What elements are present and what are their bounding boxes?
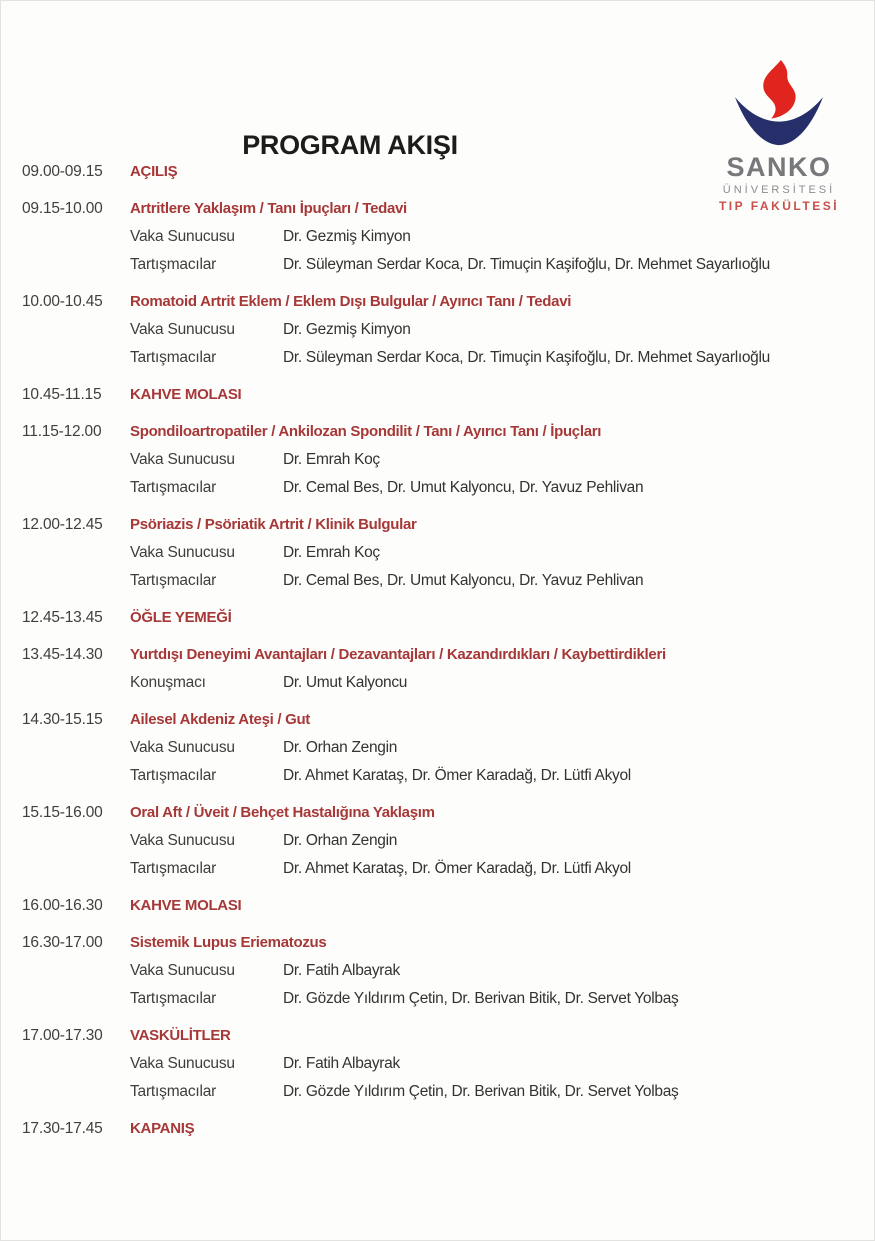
session-time: 15.15-16.00 (22, 804, 103, 821)
time-spacer (22, 734, 130, 761)
session-title: Psöriazis / Psöriatik Artrit / Klinik Bulgular (130, 516, 417, 533)
session-detail-row (0, 474, 875, 501)
schedule-session-item (0, 929, 875, 1012)
session-detail-row (0, 734, 875, 761)
session-time: 14.30-15.15 (22, 711, 103, 728)
schedule-break-item (0, 158, 875, 185)
speaker-names: Dr. Orhan Zengin (283, 739, 398, 756)
session-head-row (0, 1022, 875, 1049)
role-label: Tartışmacılar (130, 1083, 217, 1100)
session-head-row (0, 511, 875, 538)
break-title: KAHVE MOLASI (130, 386, 242, 403)
session-detail-row (0, 539, 875, 566)
session-time: 16.00-16.30 (22, 897, 103, 914)
session-detail-row (0, 316, 875, 343)
session-time: 11.15-12.00 (22, 423, 102, 440)
role-label: Tartışmacılar (130, 479, 217, 496)
speaker-names: Dr. Gözde Yıldırım Çetin, Dr. Berivan Bitik, Dr. Servet Yolbaş (283, 990, 679, 1007)
session-time: 17.30-17.45 (22, 1120, 103, 1137)
speaker-names: Dr. Umut Kalyoncu (283, 674, 408, 691)
session-title: Romatoid Artrit Eklem / Eklem Dışı Bulgular / Ayırıcı Tanı / Tedavi (130, 293, 572, 310)
schedule-break-item (0, 892, 875, 919)
session-detail-row (0, 223, 875, 250)
time-spacer (22, 223, 130, 250)
session-title: VASKÜLİTLER (130, 1027, 231, 1044)
role-label: Vaka Sunucusu (130, 832, 235, 849)
break-title: KAPANIŞ (130, 1120, 195, 1137)
session-detail-row (0, 957, 875, 984)
time-spacer (22, 855, 130, 882)
speaker-names: Dr. Fatih Albayrak (283, 1055, 400, 1072)
speaker-names: Dr. Fatih Albayrak (283, 962, 400, 979)
time-spacer (22, 344, 130, 371)
schedule-session-item (0, 511, 875, 594)
speaker-names: Dr. Orhan Zengin (283, 832, 398, 849)
schedule-session-item (0, 799, 875, 882)
time-spacer (22, 446, 130, 473)
speaker-names: Dr. Süleyman Serdar Koca, Dr. Timuçin Kaşifoğlu, Dr. Mehmet Sayarlıoğlu (283, 256, 770, 273)
role-label: Tartışmacılar (130, 572, 217, 589)
role-label: Tartışmacılar (130, 990, 217, 1007)
role-label: Tartışmacılar (130, 860, 217, 877)
break-title: AÇILIŞ (130, 163, 178, 180)
speaker-names: Dr. Gezmiş Kimyon (283, 321, 411, 338)
schedule-break-item (0, 604, 875, 631)
session-time: 10.00-10.45 (22, 293, 103, 310)
speaker-names: Dr. Emrah Koç (283, 451, 380, 468)
session-detail-row (0, 251, 875, 278)
speaker-names: Dr. Süleyman Serdar Koca, Dr. Timuçin Kaşifoğlu, Dr. Mehmet Sayarlıoğlu (283, 349, 770, 366)
time-spacer (22, 567, 130, 594)
session-time: 13.45-14.30 (22, 646, 103, 663)
session-time: 10.45-11.15 (22, 386, 102, 403)
time-spacer (22, 316, 130, 343)
role-label: Vaka Sunucusu (130, 962, 235, 979)
time-spacer (22, 251, 130, 278)
session-title: Oral Aft / Üveit / Behçet Hastalığına Yaklaşım (130, 804, 435, 821)
time-spacer (22, 669, 130, 696)
time-spacer (22, 1078, 130, 1105)
role-label: Konuşmacı (130, 674, 206, 691)
session-time: 09.00-09.15 (22, 163, 103, 180)
schedule-session-item (0, 418, 875, 501)
time-spacer (22, 827, 130, 854)
speaker-names: Dr. Ahmet Karataş, Dr. Ömer Karadağ, Dr. Lütfi Akyol (283, 767, 631, 784)
time-spacer (22, 762, 130, 789)
session-detail-row (0, 855, 875, 882)
session-head-row (0, 706, 875, 733)
session-head-row (0, 195, 875, 222)
session-detail-row (0, 446, 875, 473)
logo-faculty-label: TIP FAKÜLTESİ (718, 199, 840, 213)
session-head-row (0, 1115, 875, 1142)
session-head-row (0, 892, 875, 919)
session-title: Yurtdışı Deneyimi Avantajları / Dezavantajları / Kazandırdıkları / Kaybettirdikleri (130, 646, 666, 663)
session-head-row (0, 288, 875, 315)
schedule-session-item (0, 706, 875, 789)
schedule-session-item (0, 195, 875, 278)
speaker-names: Dr. Ahmet Karataş, Dr. Ömer Karadağ, Dr. Lütfi Akyol (283, 860, 631, 877)
session-head-row (0, 604, 875, 631)
session-detail-row (0, 985, 875, 1012)
time-spacer (22, 539, 130, 566)
time-spacer (22, 474, 130, 501)
session-time: 16.30-17.00 (22, 934, 103, 951)
session-time: 12.00-12.45 (22, 516, 103, 533)
session-title: Sistemik Lupus Eriematozus (130, 934, 327, 951)
session-head-row (0, 158, 875, 185)
session-detail-row (0, 344, 875, 371)
schedule-session-item (0, 288, 875, 371)
session-detail-row (0, 1050, 875, 1077)
schedule-break-item (0, 1115, 875, 1142)
session-detail-row (0, 827, 875, 854)
speaker-names: Dr. Cemal Bes, Dr. Umut Kalyoncu, Dr. Yavuz Pehlivan (283, 572, 644, 589)
role-label: Vaka Sunucusu (130, 321, 235, 338)
session-detail-row (0, 669, 875, 696)
break-title: KAHVE MOLASI (130, 897, 242, 914)
session-detail-row (0, 567, 875, 594)
page-title: PROGRAM AKIŞI (242, 130, 458, 160)
logo-wordmark: SANKO (726, 152, 832, 182)
sanko-flame-crescent-icon (729, 60, 829, 148)
role-label: Vaka Sunucusu (130, 1055, 235, 1072)
break-title: ÖĞLE YEMEĞİ (130, 609, 232, 626)
session-detail-row (0, 1078, 875, 1105)
role-label: Vaka Sunucusu (130, 228, 235, 245)
session-head-row (0, 929, 875, 956)
session-head-row (0, 381, 875, 408)
role-label: Tartışmacılar (130, 256, 217, 273)
session-head-row (0, 418, 875, 445)
session-head-row (0, 641, 875, 668)
schedule-session-item (0, 1022, 875, 1105)
schedule (0, 158, 875, 1152)
role-label: Vaka Sunucusu (130, 544, 235, 561)
role-label: Vaka Sunucusu (130, 739, 235, 756)
session-title: Spondiloartropatiler / Ankilozan Spondilit / Tanı / Ayırıcı Tanı / İpuçları (130, 423, 602, 440)
session-title: Ailesel Akdeniz Ateşi / Gut (130, 711, 311, 728)
logo-university-label: ÜNİVERSİTESİ (722, 184, 836, 196)
session-title: Artritlere Yaklaşım / Tanı İpuçları / Tedavi (130, 200, 407, 217)
schedule-break-item (0, 381, 875, 408)
schedule-session-item (0, 641, 875, 696)
speaker-names: Dr. Gözde Yıldırım Çetin, Dr. Berivan Bitik, Dr. Servet Yolbaş (283, 1083, 679, 1100)
time-spacer (22, 957, 130, 984)
time-spacer (22, 1050, 130, 1077)
session-time: 12.45-13.45 (22, 609, 103, 626)
session-head-row (0, 799, 875, 826)
time-spacer (22, 985, 130, 1012)
role-label: Tartışmacılar (130, 767, 217, 784)
role-label: Vaka Sunucusu (130, 451, 235, 468)
role-label: Tartışmacılar (130, 349, 217, 366)
session-time: 17.00-17.30 (22, 1027, 103, 1044)
session-detail-row (0, 762, 875, 789)
session-time: 09.15-10.00 (22, 200, 103, 217)
speaker-names: Dr. Cemal Bes, Dr. Umut Kalyoncu, Dr. Yavuz Pehlivan (283, 479, 644, 496)
speaker-names: Dr. Emrah Koç (283, 544, 380, 561)
speaker-names: Dr. Gezmiş Kimyon (283, 228, 411, 245)
